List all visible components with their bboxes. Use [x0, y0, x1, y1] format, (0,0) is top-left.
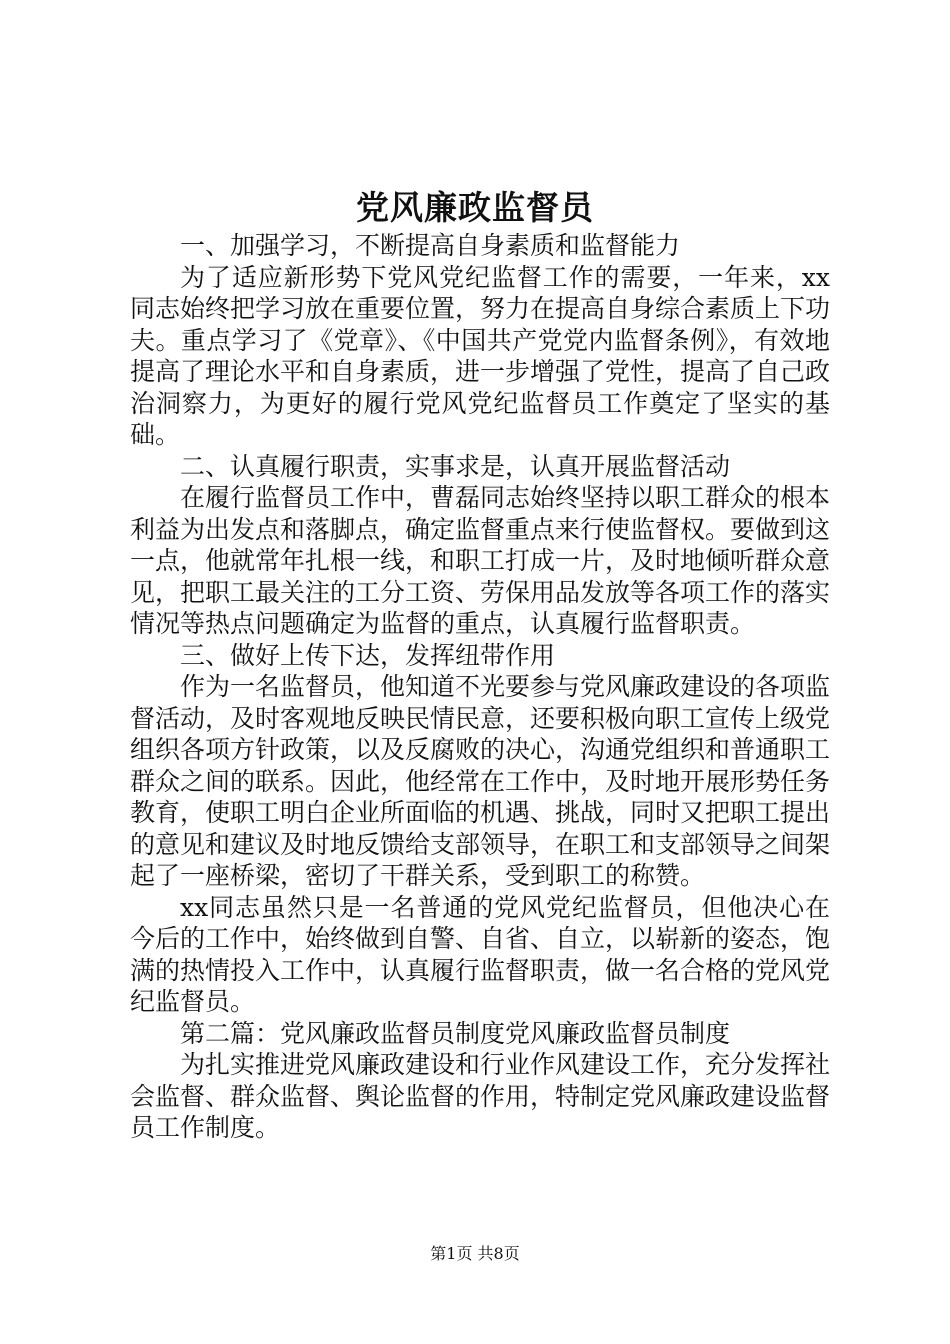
- section-heading-3: 三、做好上传下达，发挥纽带作用: [180, 640, 556, 670]
- section-heading-1: 一、加强学习，不断提高自身素质和监督能力: [180, 231, 681, 260]
- paragraph-1: 为了适应新形势下党风党纪监督工作的需要，一年来，xx同志始终把学习放在重要位置，努力在提高自身综合素质上下功夫。重点学习了《党章》、《中国共产党党内监督条例》，有效地提高了理论水平和自身素质，进一步增强了党性，提高了自己政治洞察力，为更好的履行党风党纪监督员工作奠定了坚实的基础。: [130, 262, 831, 449]
- paragraph-5: 为扎实推进党风廉政建设和行业作风建设工作，充分发挥社会监督、群众监督、舆论监督的作用，特制定党风廉政建设监督员工作制度。: [130, 1050, 831, 1142]
- paragraph-3: 作为一名监督员，他知道不光要参与党风廉政建设的各项监督活动，及时客观地反映民情民意，还要积极向职工宣传上级党组织各项方针政策，以及反腐败的决心，沟通党组织和普通职工群众之间的联系。因此，他经常在工作中，及时地开展形势任务教育，使职工明白企业所面临的机遇、挑战，同时又把职工提出的意见和建议及时地反馈给支部领导，在职工和支部领导之间架起了一座桥梁，密切了干群关系，受到职工的称赞。: [130, 672, 831, 890]
- document-title: 党风廉政监督员: [356, 188, 594, 227]
- section-heading-2: 二、认真履行职责，实事求是，认真开展监督活动: [180, 451, 731, 481]
- paragraph-2: 在履行监督员工作中，曹磊同志始终坚持以职工群众的根本利益为出发点和落脚点，确定监督重点来行使监督权。要做到这一点，他就常年扎根一线，和职工打成一片，及时地倾听群众意见，把职工最关注的工分工资、劳保用品发放等各项工作的落实情况等热点问题确定为监督的重点，认真履行监督职责。: [130, 483, 831, 638]
- document-body: [130, 230, 830, 1144]
- paragraph-4: xx同志虽然只是一名普通的党风党纪监督员，但他决心在今后的工作中，始终做到自警、自省、自立，以崭新的姿态，饱满的热情投入工作中，认真履行监督职责，做一名合格的党风党纪监督员。: [130, 892, 831, 1016]
- page-footer: 第1页 共8页: [430, 1244, 520, 1263]
- part-two-heading: 第二篇：党风廉政监督员制度党风廉政监督员制度: [180, 1018, 731, 1048]
